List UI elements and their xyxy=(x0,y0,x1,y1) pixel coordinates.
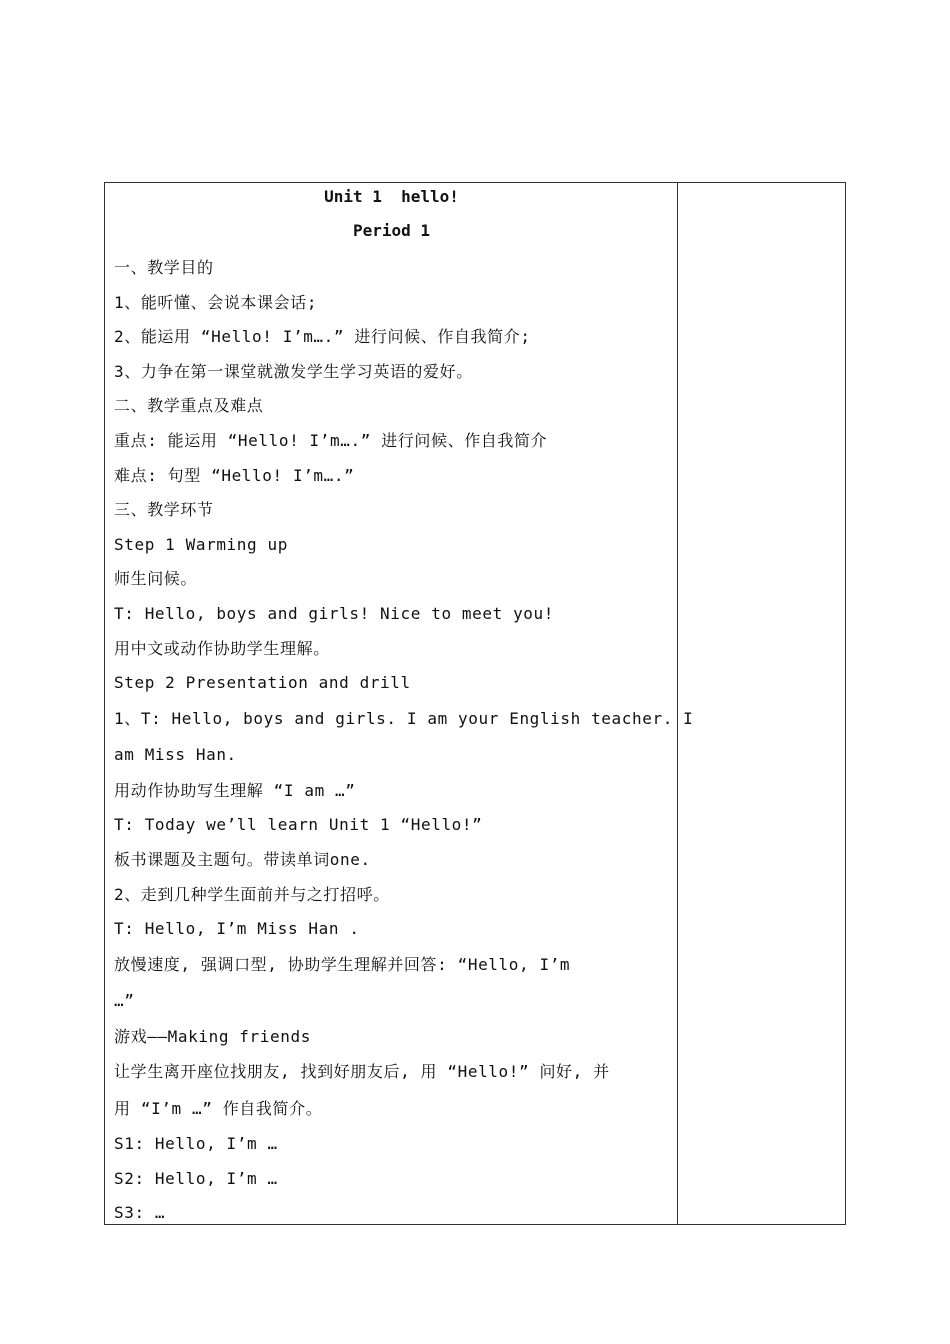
section-heading: 二、教学重点及难点 xyxy=(114,396,264,416)
text-line: 师生问候。 xyxy=(114,569,198,589)
text-line: 2、走到几种学生面前并与之打招呼。 xyxy=(114,884,390,904)
text-line: T: Hello, boys and girls! Nice to meet you! xyxy=(114,603,555,623)
text-line: am Miss Han. xyxy=(114,745,237,765)
text-line: T: Hello, I’m Miss Han . xyxy=(114,919,360,939)
text-line: 放慢速度, 强调口型, 协助学生理解并回答: “Hello, I’m xyxy=(114,954,571,974)
text-line: 3、力争在第一课堂就激发学生学习英语的爱好。 xyxy=(114,361,473,381)
dialogue-line: S2: Hello, I’m … xyxy=(114,1168,278,1188)
section-heading: 三、教学环节 xyxy=(114,500,214,520)
lesson-content-cell xyxy=(105,183,694,1224)
step-heading: Step 1 Warming up xyxy=(114,534,288,554)
text-line: …” xyxy=(114,991,135,1011)
dialogue-line: S1: Hello, I’m … xyxy=(114,1134,278,1154)
text-line: 1、能听懂、会说本课会话; xyxy=(114,292,318,312)
unit-title: Unit 1 hello! xyxy=(324,187,459,206)
text-line: 2、能运用 “Hello! I’m….” 进行问候、作自我简介; xyxy=(114,327,531,347)
game-heading: 游戏——Making friends xyxy=(114,1026,311,1046)
text-line: T: Today we’ll learn Unit 1 “Hello!” xyxy=(114,815,483,835)
text-line: 难点: 句型 “Hello! I’m….” xyxy=(114,465,355,485)
dialogue-line: S3: … xyxy=(114,1203,166,1223)
text-line: 用 “I’m …” 作自我简介。 xyxy=(114,1098,323,1118)
lesson-plan-table xyxy=(104,182,846,1225)
text-line: 用中文或动作协助学生理解。 xyxy=(114,638,330,658)
text-line: 重点: 能运用 “Hello! I’m….” 进行问候、作自我简介 xyxy=(114,430,548,450)
text-line: 板书课题及主题句。带读单词one. xyxy=(114,849,371,869)
step-heading: Step 2 Presentation and drill xyxy=(114,673,411,693)
text-line: 让学生离开座位找朋友, 找到好朋友后, 用 “Hello!” 问好, 并 xyxy=(114,1062,610,1082)
notes-cell xyxy=(678,183,845,1224)
text-line: 用动作协助写生理解 “I am …” xyxy=(114,780,356,800)
period-title: Period 1 xyxy=(352,221,431,240)
text-line: 1、T: Hello, boys and girls. I am your English teacher. I xyxy=(114,708,694,728)
section-heading: 一、教学目的 xyxy=(114,258,214,277)
